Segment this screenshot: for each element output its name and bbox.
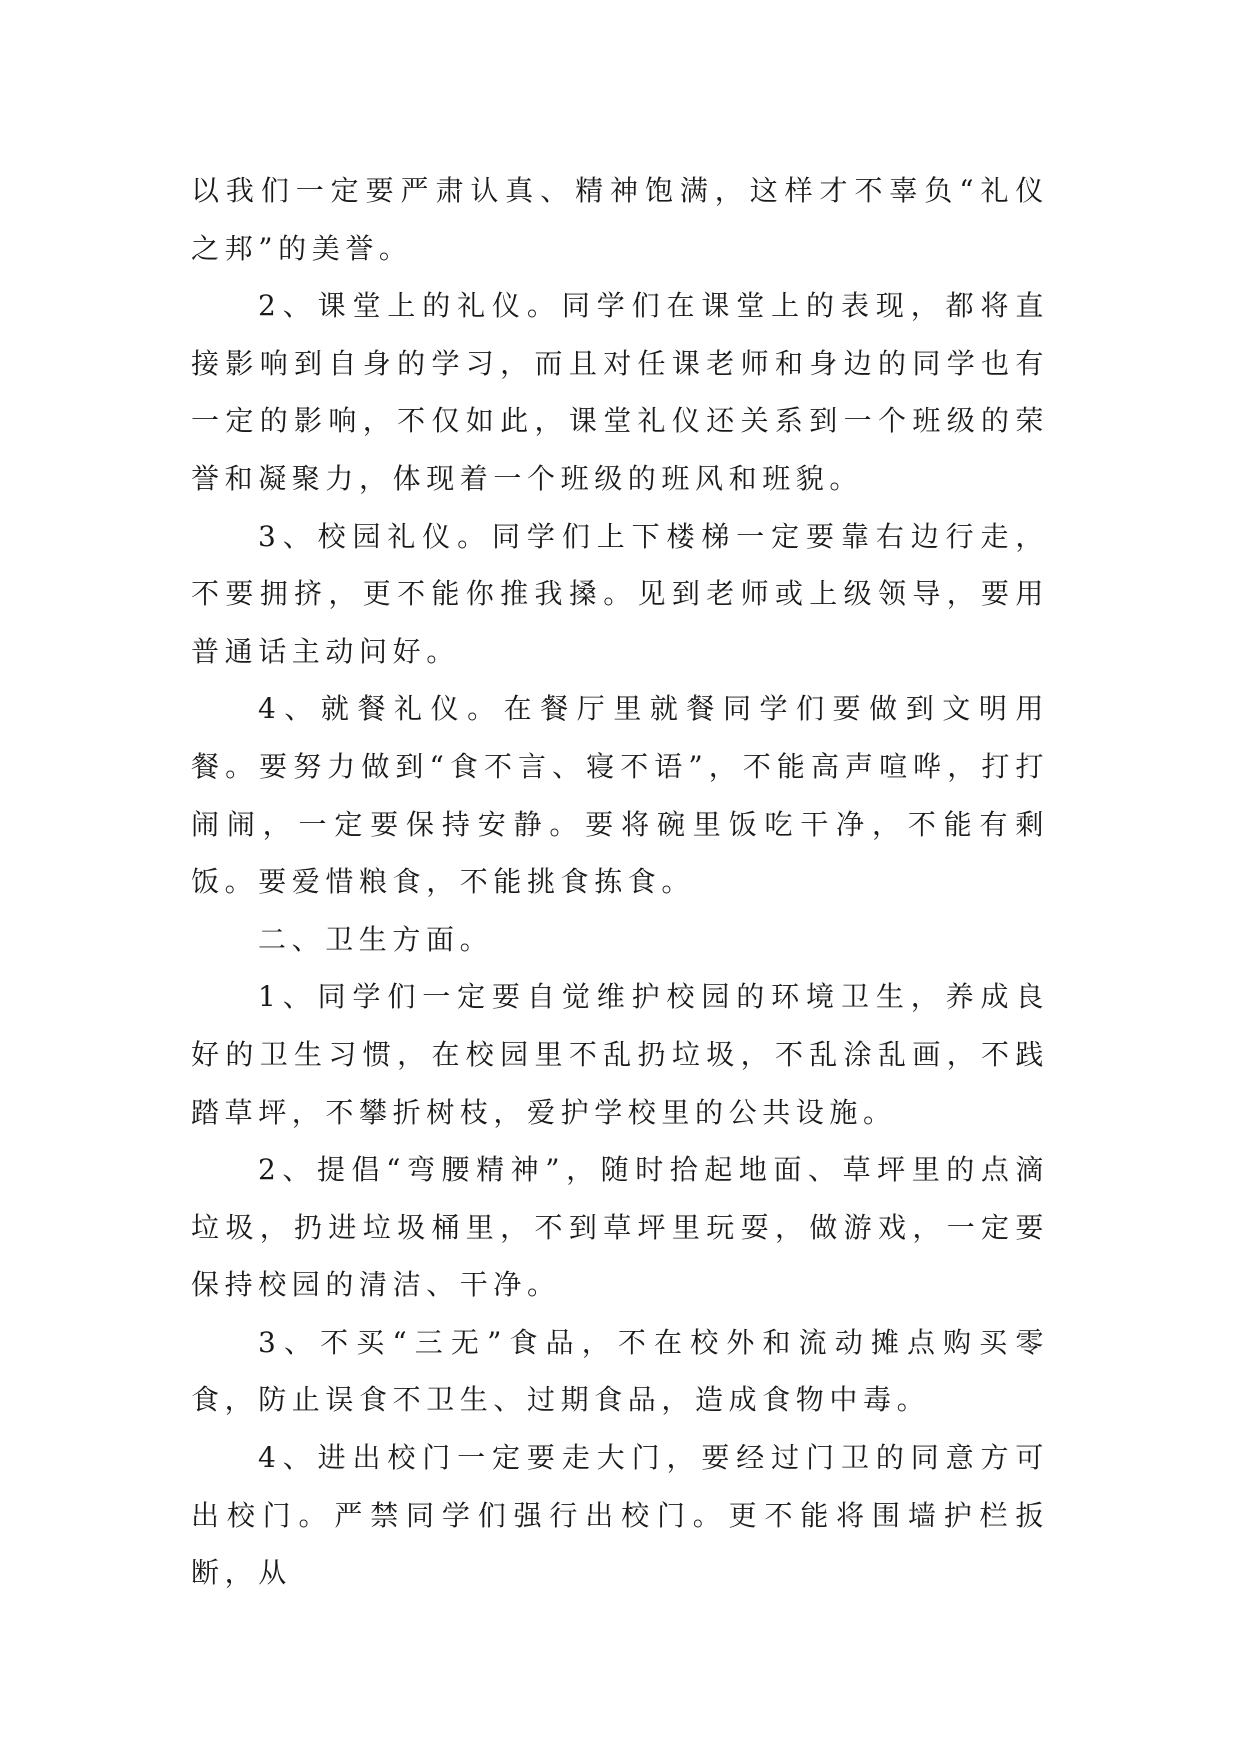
paragraph-campus-etiquette: 3、校园礼仪。同学们上下楼梯一定要靠右边行走，不要拥挤，更不能你推我搡。见到老师或上级领导，要用普通话主动问好。 bbox=[191, 519, 1049, 668]
document-page bbox=[191, 162, 1049, 1602]
paragraph-continuation: 以我们一定要严肃认真、精神饱满，这样才不辜负“礼仪之邦”的美誉。 bbox=[191, 174, 1049, 265]
paragraph-hygiene-3: 3、不买“三无”食品，不在校外和流动摊点购买零食，防止误食不卫生、过期食品，造成食物中毒。 bbox=[191, 1325, 1049, 1417]
paragraph-hygiene-2: 2、提倡“弯腰精神”，随时拾起地面、草坪里的点滴垃圾，扔进垃圾桶里，不到草坪里玩耍，做游戏，一定要保持校园的清洁、干净。 bbox=[191, 1153, 1049, 1302]
paragraph-hygiene-1: 1、同学们一定要自觉维护校园的环境卫生，养成良好的卫生习惯，在校园里不乱扔垃圾，不乱涂乱画，不践踏草坪，不攀折树枝，爱护学校里的公共设施。 bbox=[191, 980, 1049, 1129]
section-heading-hygiene: 二、卫生方面。 bbox=[258, 922, 494, 956]
paragraph-dining-etiquette: 4、就餐礼仪。在餐厅里就餐同学们要做到文明用餐。要努力做到“食不言、寝不语”，不能高声喧哗，打打闹闹，一定要保持安静。要将碗里饭吃干净，不能有剩饭。要爱惜粮食，不能挑食拣食。 bbox=[191, 692, 1049, 899]
paragraph-hygiene-4: 4、进出校门一定要走大门，要经过门卫的同意方可出校门。严禁同学们强行出校门。更不能将围墙护栏扳断，从 bbox=[191, 1441, 1049, 1590]
paragraph-classroom-etiquette: 2、课堂上的礼仪。同学们在课堂上的表现，都将直接影响到自身的学习，而且对任课老师和身边的同学也有一定的影响，不仅如此，课堂礼仪还关系到一个班级的荣誉和凝聚力，体现着一个班级的班风和班貌。 bbox=[191, 289, 1049, 495]
